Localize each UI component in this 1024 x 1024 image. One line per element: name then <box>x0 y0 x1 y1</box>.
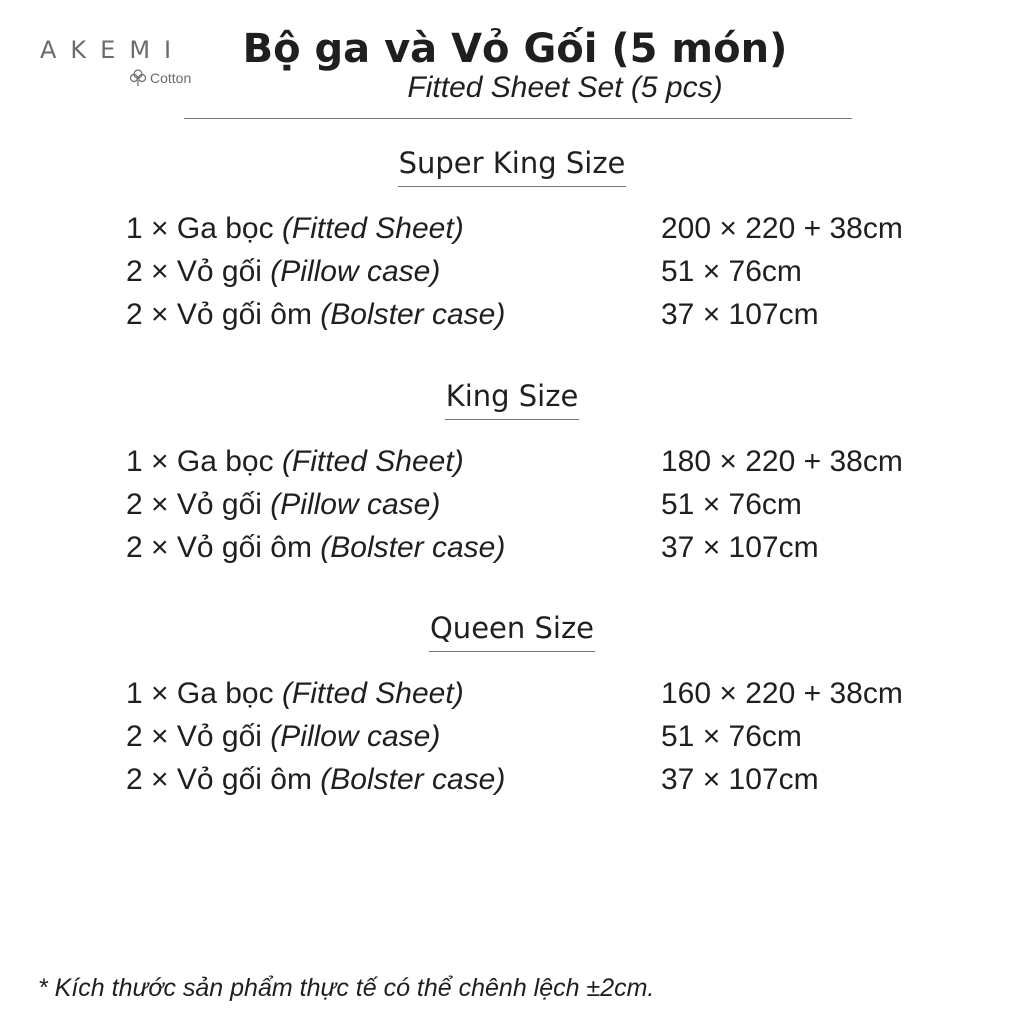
list-item: 2 × Vỏ gối (Pillow case) 51 × 76cm <box>0 485 1024 525</box>
page-title: Bộ ga và Vỏ Gối (5 món) <box>242 26 788 72</box>
item-size: 37 × 107cm <box>661 763 819 796</box>
brand-sub <box>128 68 210 88</box>
list-item: 1 × Ga bọc (Fitted Sheet) 160 × 220 + 38cm <box>0 674 1024 714</box>
list-item: 2 × Vỏ gối ôm (Bolster case) 37 × 107cm <box>0 760 1024 800</box>
brand-sub-label: Cotton <box>150 70 192 86</box>
list-item: 2 × Vỏ gối ôm (Bolster case) 37 × 107cm <box>0 528 1024 568</box>
title-divider <box>184 118 852 119</box>
item-size: 37 × 107cm <box>661 298 819 331</box>
list-item: 1 × Ga bọc (Fitted Sheet) 200 × 220 + 38cm <box>0 209 1024 249</box>
item-size: 200 × 220 + 38cm <box>661 212 903 245</box>
list-item: 2 × Vỏ gối (Pillow case) 51 × 76cm <box>0 252 1024 292</box>
item-size: 51 × 76cm <box>661 255 802 288</box>
section-heading-queen: Queen Size <box>0 608 1024 652</box>
item-size: 160 × 220 + 38cm <box>661 677 903 710</box>
item-size: 37 × 107cm <box>661 531 819 564</box>
page-subtitle: Fitted Sheet Set (5 pcs) <box>407 71 723 104</box>
list-item: 2 × Vỏ gối ôm (Bolster case) 37 × 107cm <box>0 295 1024 335</box>
item-size: 51 × 76cm <box>661 488 802 521</box>
brand-name: AKEMI <box>40 36 186 64</box>
list-item: 1 × Ga bọc (Fitted Sheet) 180 × 220 + 38cm <box>0 442 1024 482</box>
cotton-flower-icon <box>128 68 148 88</box>
item-size: 51 × 76cm <box>661 720 802 753</box>
list-item: 2 × Vỏ gối (Pillow case) 51 × 76cm <box>0 717 1024 757</box>
size-tolerance-note: * Kích thước sản phẩm thực tế có thể chênh lệch ±2cm. <box>38 974 655 1002</box>
section-heading-king: King Size <box>0 376 1024 420</box>
brand-logo <box>40 36 210 88</box>
section-heading-super-king: Super King Size <box>0 143 1024 187</box>
item-size: 180 × 220 + 38cm <box>661 445 903 478</box>
